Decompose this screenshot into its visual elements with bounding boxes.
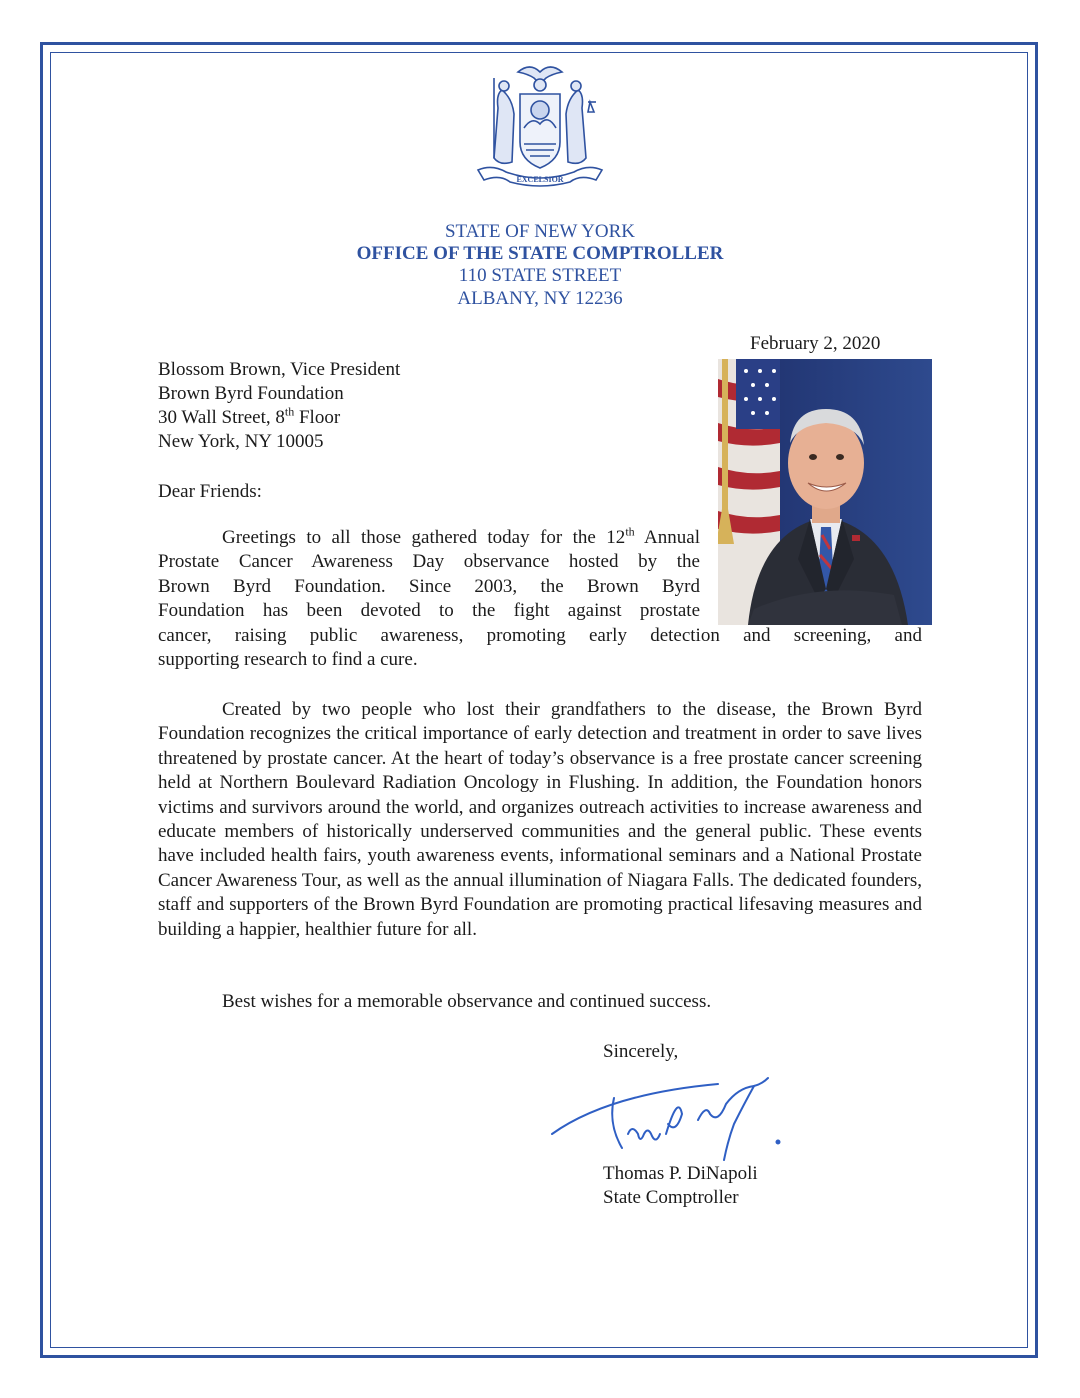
recipient-line-3: 30 Wall Street, 8th Floor <box>158 404 341 428</box>
new-york-state-seal-icon <box>472 58 608 190</box>
letterhead-office: OFFICE OF THE STATE COMPTROLLER <box>356 243 724 264</box>
letter-date: February 2, 2020 <box>750 333 881 354</box>
recipient-line-4: New York, NY 10005 <box>158 431 324 452</box>
handwritten-signature <box>548 1064 808 1164</box>
closing: Sincerely, <box>603 1041 679 1062</box>
letterhead-state: STATE OF NEW YORK <box>444 221 636 242</box>
paragraph-1-line-4: Foundation has been devoted to the fight against prostate <box>158 600 700 622</box>
paragraph-3: Best wishes for a memorable observance and continued success. <box>222 991 712 1012</box>
letterhead-street: 110 STATE STREET <box>458 265 622 286</box>
recipient-line-2: Brown Byrd Foundation <box>158 383 344 404</box>
paragraph-1-line-5: cancer, raising public awareness, promoting early detection and screening, and <box>158 625 922 646</box>
comptroller-portrait-photo <box>718 359 932 625</box>
paragraph-1-line-6: supporting research to find a cure. <box>158 649 418 671</box>
paragraph-1-line-2: Prostate Cancer Awareness Day observance hosted by the <box>158 551 700 573</box>
paragraph-1 <box>158 526 700 624</box>
paragraph-1-line-1: Greetings to all those gathered today for the 12th Annual <box>222 524 700 548</box>
signer-title: State Comptroller <box>603 1187 739 1208</box>
recipient-line-1: Blossom Brown, Vice President <box>158 359 401 380</box>
paragraph-1-line-3: Brown Byrd Foundation. Since 2003, the Brown Byrd <box>158 575 700 597</box>
paragraph-2: Created by two people who lost their grandfathers to the disease, the Brown Byrd Foundation recognizes the critical importance of early detection and treatment in order to save lives threatened by prostate cancer. At the heart of today’s observance is a free prostate cancer screening held at Northern Boulevard Radiation Oncology in Flushing. In addition, the Foundation honors victims and survivors around the world, and organizes outreach activities to increase awareness and educate members of historically underserved communities and the general public. These events have included health fairs, youth awareness events, informational seminars and a National Prostate Cancer Awareness Tour, as well as the annual illumination of Niagara Falls. The dedicated founders, staff and supporters of the Brown Byrd Foundation are promoting practical lifesaving measures and building a happier, healthier future for all. <box>158 699 922 940</box>
letterhead-city: ALBANY, NY 12236 <box>457 288 623 309</box>
seal-motto-text: EXCELSIOR <box>516 175 564 184</box>
salutation: Dear Friends: <box>158 481 262 502</box>
paragraph-1-continued <box>158 624 922 673</box>
signer-name: Thomas P. DiNapoli <box>603 1163 758 1184</box>
